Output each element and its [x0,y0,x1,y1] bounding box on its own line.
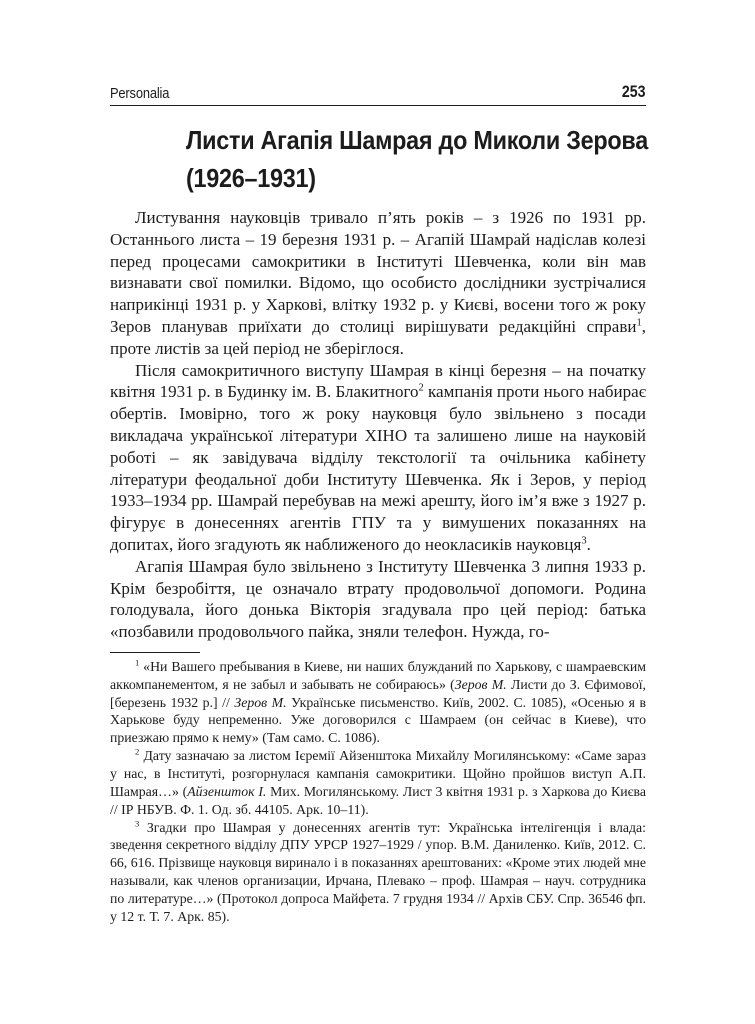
running-head-section: Personalia [110,85,170,102]
text-segment: Айзеншток І. [187,783,267,799]
text-block [110,0,646,926]
footnote-marker: 2 [135,746,140,757]
text-segment: кампанія проти нього набирає обертів. Імовірно, того ж року науковця було звільнено з посади викладача української літератури ХІНО та залишено лише на науковій роботі – як завідувача відділу текстології та очільника кабінету літератури феодальної доби Інституту Шевченка. Як і Зеров, у період 1933–1934 рр. Шамрай перебував на межі арешту, його ім’я вже з 1927 р. фігурує в донесеннях агентів ГПУ та у вимушених показаннях на допитах, його згадують як наближеного до неокласиків науковця [110,382,646,554]
footnote-rule [110,652,200,653]
article-title-line-1: Листи Агапія Шамрая до Миколи Зерова [186,125,648,155]
text-segment: Листи до З. Єфимової, [березень 1932 р.] // [110,676,647,710]
text-segment: Листування науковців тривало п’ять років – з 1926 по 1931 рр. Останнього листа – 19 березня 1931 р. – Агапій Шамрай надіслав колезі перед процесами самокритики в Інституті Шевченка, коли він мав визнавати свої помилки. Відомо, що особисто дослідники зустрічалися наприкінці 1931 р. у Харкові, влітку 1932 р. у Києві, восени того ж року Зеров планував приїхати до столиці вирішувати редакційні справи [110,208,646,336]
body-paragraph [110,556,646,643]
footnote-marker: 1 [636,317,642,329]
text-segment: Зеров М. [454,676,507,692]
body-paragraph [110,207,646,360]
body-paragraph [110,360,646,556]
header-rule [110,105,646,106]
footnote-marker: 1 [135,657,140,668]
text-segment: Згадки про Шамрая у донесеннях агентів тут: Українська інтелігенція і влада: зведення секретного відділу ДПУ УРСР 1927–1929 / упор. В.М. Даниленко. Київ, 2012. С. 66, 616. Прізвище науковця виринало і в показаннях арештованих: «Кроме этих людей мне называли, как членов организации, Ирчана, Плевако – проф. Шамрая – науч. сотрудника по литературе…» (Протокол допроса Майфета. 7 грудня 1934 // Архів СБУ. Спр. 36546 фп. у 12 т. Т. 7. Арк. 85). [110,819,646,924]
text-segment: , проте листів за цей період не зберіглося. [110,316,646,358]
article-title [186,121,648,197]
text-segment: «Ни Вашего пребывания в Киеве, ни наших блужданий по Харькову, с шамраевским аккомпанементом, я не забыл и забывать не собираюсь» ( [110,658,646,692]
text-segment: Агапія Шамрая було звільнено з Інституту Шевченка 3 липня 1933 р. Крім безробіття, це означало втрату продовольчої допомоги. Родина голодувала, його донька Вікторія згадувала про цей період: батька «позбавили продовольчого пайка, зняли телефон. Нужда, го- [110,556,646,642]
text-segment: Українське письменство. Київ, 2002. С. 1085), «Осенью я в Харькове буду непременно. Уже договорился с Шамраем (он сейчас в Киеве), что приезжаю прямо к нему» (Там само. С. 1086). [110,694,647,746]
text-segment: Дату зазначаю за листом Ієремії Айзенштока Михайлу Могилянському: «Саме зараз у нас, в Інституті, розгорнулася кампанія самокритики. Щойно пройшов виступ А.П. Шамрая…» ( [110,748,646,799]
footnotes-section [110,658,646,926]
footnote-marker: 3 [135,817,140,828]
article-title-line-2: (1926–1931) [186,163,316,193]
page-number: 253 [622,83,646,101]
text-segment: Зеров М. [234,694,287,710]
footnote-marker: 3 [581,535,587,547]
text-segment: Мих. Могилянському. Лист 3 квітня 1931 р. з Харкова до Києва // ІР НБУВ. Ф. 1. Од. зб. 44105. Арк. 10–11). [110,783,647,817]
footnote-item [110,819,646,926]
article-body [110,207,646,643]
text-segment: Після самокритичного виступу Шамрая в кінці березня – на початку квітня 1931 р. в Будинку ім. В. Блакитного [110,360,646,402]
footnote-marker: 2 [418,382,424,394]
text-segment: . [586,534,591,554]
running-header [110,0,646,102]
footnote-item [110,658,646,747]
footnote-item [110,747,646,818]
